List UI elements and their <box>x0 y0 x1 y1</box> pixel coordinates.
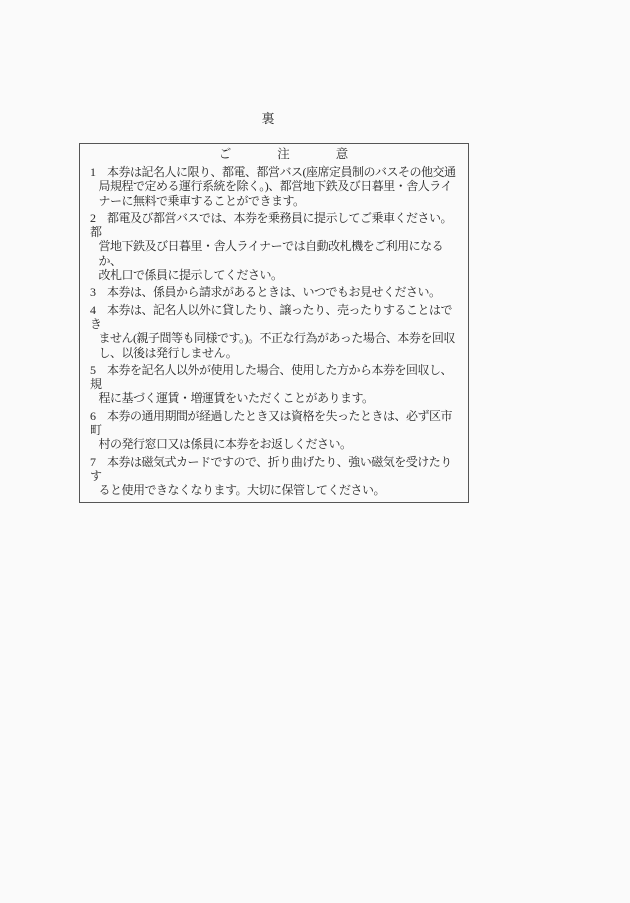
item-line: ナーに無料で乗車することができます。 <box>98 193 305 208</box>
item-line: 本券を記名人以外が使用した場合、使用した方から本券を回収し、規 <box>90 362 453 392</box>
item-line: 都電及び都営バスでは、本券を乗務員に提示してご乗車ください。都 <box>90 210 453 240</box>
notice-item-1 <box>90 165 460 208</box>
notice-item-4 <box>90 303 460 360</box>
item-line: 局規程で定める運行系統を除く。)、都営地下鉄及び日暮里・舎人ライ <box>98 179 452 194</box>
item-line: 本券は、係員から請求があるときは、いつでもお見せください。 <box>107 285 441 300</box>
item-line: 村の発行窓口又は係員に本券をお返しください。 <box>98 437 352 452</box>
item-number: 3 <box>90 285 96 300</box>
item-line: し、以後は発行しません。 <box>98 345 238 360</box>
notice-title: ご 注 意 <box>218 147 356 161</box>
notice-box <box>79 143 469 503</box>
notice-item-6 <box>90 409 460 452</box>
item-number: 2 <box>90 210 96 225</box>
page-side-label: 裏 <box>261 111 275 126</box>
item-number: 1 <box>90 165 96 179</box>
item-number: 6 <box>90 408 96 423</box>
item-line: 本券の通用期間が経過したとき又は資格を失ったときは、必ず区市町 <box>90 408 453 438</box>
item-line: 改札口で係員に提示してください。 <box>98 268 283 283</box>
item-line: 程に基づく運賃・増運賃をいただくことがあります。 <box>98 391 374 406</box>
notice-item-5 <box>90 363 460 406</box>
item-line: 本券は磁気式カードですので、折り曲げたり、強い磁気を受けたりす <box>90 454 452 483</box>
item-number: 4 <box>90 302 96 317</box>
notice-item-3 <box>90 285 460 299</box>
item-line: 本券は記名人に限り、都電、都営バス(座席定員制のバスその他交通 <box>107 165 456 179</box>
item-line: ると使用できなくなります。大切に保管してください。 <box>98 483 386 498</box>
notice-item-7 <box>90 455 460 498</box>
item-line: ません(親子間等も同様です。)。不正な行為があった場合、本券を回収 <box>98 331 455 346</box>
item-line: 営地下鉄及び日暮里・舎人ライナーでは自動改札機をご利用になるか、 <box>98 239 444 268</box>
notice-item-2 <box>90 211 460 282</box>
item-line: 本券は、記名人以外に貸したり、譲ったり、売ったりすることはでき <box>90 302 453 331</box>
item-number: 7 <box>90 454 96 469</box>
item-number: 5 <box>90 362 96 377</box>
